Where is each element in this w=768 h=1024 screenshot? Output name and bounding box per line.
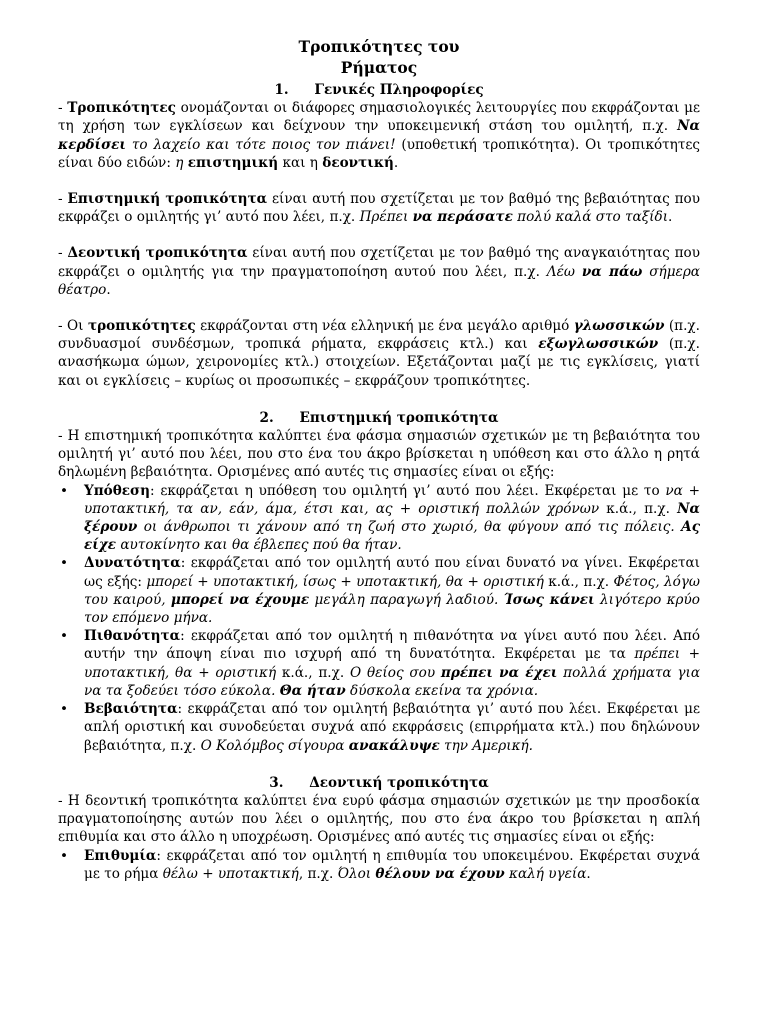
list-item-possibility: • Δυνατότητα: εκφράζεται από τον ομιλητή αυτό που είναι δυνατό να γίνει. Εκφέρεται ως εξής: μπορεί + υποτακτική, ίσως + υποτακτική, θα + οριστική κ.ά., π.χ. Φέτος, λόγω του καιρού, μπορεί να έχουμε μεγάλη παραγωγή λαδιού. Ίσως κάνει λιγότερο κρύο τον επόμενο μήνα. bbox=[60, 555, 700, 627]
bullet-icon: • bbox=[60, 628, 69, 645]
section-number: 1. bbox=[274, 82, 289, 98]
section-number: 2. bbox=[259, 409, 274, 426]
list-item-desire: • Επιθυμία: εκφράζεται από τον ομιλητή η επιθυμία του υποκειμένου. Εκφέρεται συχνά με το ρήμα θέλω + υποτακτική, π.χ. Όλοι θέλουν να έχουν καλή υγεία. bbox=[60, 847, 700, 882]
section-title: Γενικές Πληροφορίες bbox=[314, 82, 484, 98]
list-item-probability: • Πιθανότητα: εκφράζεται από τον ομιλητή η πιθανότητα να γίνει αυτό που λέει. Από αυτήν την άποψη είναι πιο ισχυρή από τη δυνατότητα. Εκφέρεται με τα πρέπει + υποτακτική, θα + οριστική κ.ά., π.χ. Ο θείος σου πρέπει να έχει πολλά χρήματα για να τα ξοδεύει τόσο εύκολα. Θα ήταν δύσκολα εκείνα τα χρόνια. bbox=[60, 628, 701, 699]
list-item-certainty: • Βεβαιότητα: εκφράζεται από τον ομιλητή βεβαιότητα γι’ αυτό που λέει. Εκφέρεται με απλή οριστική και συνοδεύεται συχνά από εκφράσεις (επιρρήματα κτλ.) που δηλώνουν βεβαιότητα, π.χ. Ο Κολόμβος σίγουρα ανακάλυψε την Αμερική. bbox=[60, 701, 700, 754]
bullet-icon: • bbox=[60, 555, 69, 572]
title-line-1: Τροπικότητες του bbox=[298, 37, 460, 56]
title-line-2: Ρήματος bbox=[340, 58, 418, 77]
section-number: 3. bbox=[269, 774, 284, 791]
paragraph-epistemic: - Επιστημική τροπικότητα είναι αυτή που σχετίζεται με τον βαθμό της βεβαιότητας που εκφράζει ο ομιλητής γι’ αυτό που λέει, π.χ. Πρέπει να περάσατε πολύ καλά στο ταξίδι. bbox=[58, 191, 700, 226]
epistemic-list bbox=[58, 482, 700, 755]
section-2-intro: - Η επιστημική τροπικότητα καλύπτει ένα φάσμα σημασιών σχετικών με τη βεβαιότητα του ομιλητή γι’ αυτό που λέει, που στο ένα του άκρο βρίσκεται η υπόθεση και στο άλλο η ρητά δηλωμένη βεβαιότητα. Ορισμένες από αυτές τις σημασίες είναι οι εξής: bbox=[58, 428, 700, 481]
section-3-heading bbox=[58, 774, 700, 792]
paragraph-definition: - Τροπικότητες ονομάζονται οι διάφορες σημασιολογικές λειτουργίες που εκφράζονται με τη χρήση των εγκλίσεων και δείχνουν την υποκειμενική στάση του ομιλητή, π.χ. Να κερδίσει το λαχείο και τότε ποιος τον πιάνει! (υποθετική τροπικότητα). Οι τροπικότητες είναι δύο ειδών: η επιστημική και η δεοντική. bbox=[58, 100, 700, 171]
document-title bbox=[58, 36, 700, 78]
list-item-hypothesis: • Υπόθεση: εκφράζεται η υπόθεση του ομιλητή γι’ αυτό που λέει. Εκφέρεται με το να + υποτακτική, τα αν, εάν, άμα, έτσι και, ας + οριστική πολλών χρόνων κ.ά., π.χ. Να ξέρουν οι άνθρωποι τι χάνουν από τη ζωή στο χωριό, θα φύγουν από τις πόλεις. Ας είχε αυτοκίνητο και θα έβλεπες πού θα ήταν. bbox=[60, 482, 701, 554]
section-1-heading bbox=[58, 81, 700, 99]
section-title: Επιστημική τροπικότητα bbox=[299, 409, 499, 426]
section-2-heading bbox=[58, 409, 700, 427]
deontic-list bbox=[58, 847, 700, 883]
section-3-intro: - Η δεοντική τροπικότητα καλύπτει ένα ευρύ φάσμα σημασιών σχετικών με την προσδοκία πραγματοποίησης αυτών που λέει ο ομιλητής, που στο ένα άκρο του βρίσκεται η απλή επιθυμία και στο άλλο η υποχρέωση. Ορισμένες από αυτές τις σημασίες είναι οι εξής: bbox=[58, 792, 700, 846]
bullet-icon: • bbox=[60, 701, 69, 718]
bullet-icon: • bbox=[60, 482, 69, 499]
document-page bbox=[58, 36, 700, 883]
bullet-icon: • bbox=[60, 847, 69, 864]
paragraph-expression: - Οι τροπικότητες εκφράζονται στη νέα ελληνική με ένα μεγάλο αριθμό γλωσσικών (π.χ. συνδυασμοί συνδέσμων, τροπικά ρήματα, εκφράσεις κτλ.) και εξωγλωσσικών (π.χ. ανασήκωμα ώμων, χειρονομίες κτλ.) στοιχείων. Εξετάζονται μαζί με τις εγκλίσεις, γιατί και οι εγκλίσεις – κυρίως οι προσωπικές – εκφράζουν τροπικότητες. bbox=[58, 318, 700, 389]
paragraph-deontic: - Δεοντική τροπικότητα είναι αυτή που σχετίζεται με τον βαθμό της αναγκαιότητας που εκφράζει ο ομιλητής για την πραγματοποίηση αυτού που λέει, π.χ. Λέω να πάω σήμερα θέατρο. bbox=[58, 245, 700, 298]
section-title: Δεοντική τροπικότητα bbox=[309, 774, 489, 791]
